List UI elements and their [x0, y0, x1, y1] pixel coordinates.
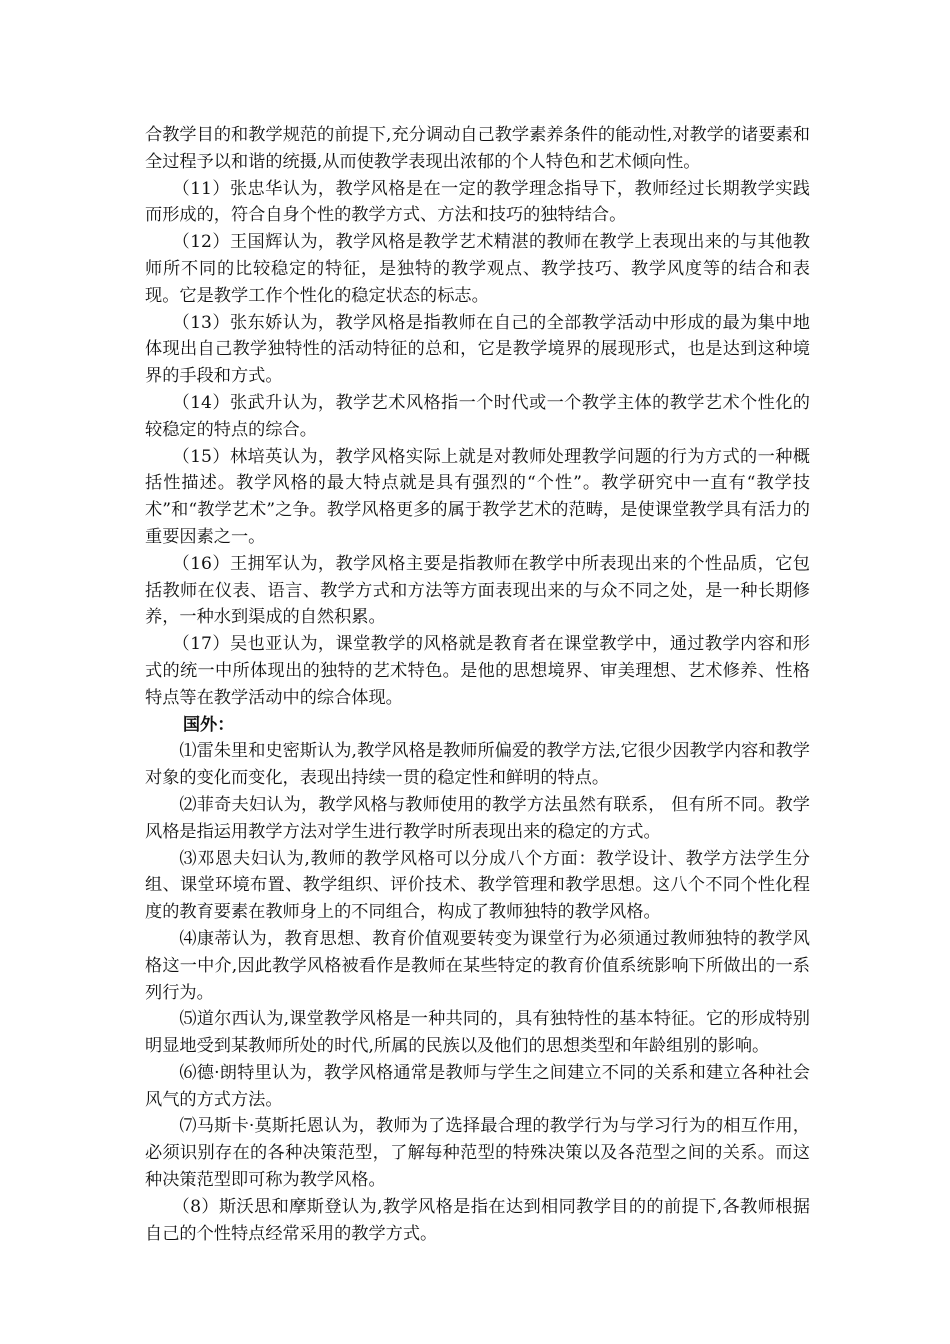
paragraph-16: （16）王拥军认为，教学风格主要是指教师在教学中所表现出来的个性品质，它包括教师在仪表、语言、教学方式和方法等方面表现出来的与众不同之处，是一种长期修养，一种水到渠成的自然积累。	[145, 553, 810, 628]
foreign-paragraph-8: （8）斯沃思和摩斯登认为,教学风格是指在达到相同教学目的的前提下,各教师根据自己的个性特点经常采用的教学方式。	[145, 1196, 810, 1244]
paragraph-continuation: 合教学目的和教学规范的前提下,充分调动自己教学素养条件的能动性,对教学的诸要素和全过程予以和谐的统摄,从而使教学表现出浓郁的个人特色和艺术倾向性。	[145, 125, 810, 172]
paragraph-11: （11）张忠华认为，教学风格是在一定的教学理念指导下，教师经过长期教学实践而形成的，符合自身个性的教学方式、方法和技巧的独特结合。	[145, 178, 810, 226]
foreign-heading: 国外：	[182, 714, 235, 735]
paragraph-17: （17）吴也亚认为，课堂教学的风格就是教育者在课堂教学中，通过教学内容和形式的统一中所体现出的独特的艺术特色。是他的思想境界、审美理想、艺术修养、性格特点等在教学活动中的综合体现。	[145, 634, 810, 708]
foreign-paragraph-3: ⑶邓恩夫妇认为,教师的教学风格可以分成八个方面：教学设计、教学方法学生分组、课堂环境布置、教学组织、评价技术、教学管理和教学思想。这八个不同个性化程度的教育要素在教师身上的不同组合，构成了教师独特的教学风格。	[145, 848, 810, 923]
document-page	[145, 122, 810, 1247]
foreign-paragraph-2: ⑵菲奇夫妇认为，教学风格与教师使用的教学方法虽然有联系， 但有所不同。教学风格是指运用教学方法对学生进行教学时所表现出来的稳定的方式。	[145, 794, 810, 842]
paragraph-14: （14）张武升认为，教学艺术风格指一个时代或一个教学主体的教学艺术个性化的较稳定的特点的综合。	[145, 392, 810, 440]
foreign-paragraph-5: ⑸道尔西认为,课堂教学风格是一种共同的，具有独特性的基本特征。它的形成特别明显地受到某教师所处的时代,所属的民族以及他们的思想类型和年龄组别的影响。	[145, 1009, 810, 1057]
foreign-paragraph-1: ⑴雷朱里和史密斯认为,教学风格是教师所偏爱的教学方法,它很少因教学内容和教学对象的变化而变化，表现出持续一贯的稳定性和鲜明的特点。	[145, 741, 810, 789]
paragraph-15: （15）林培英认为，教学风格实际上就是对教师处理教学问题的行为方式的一种概括性描述。教学风格的最大特点就是具有强烈的“个性”。教学研究中一直有“教学技术”和“教学艺术”之争。教学风格更多的属于教学艺术的范畴，是使课堂教学具有活力的重要因素之一。	[145, 446, 810, 547]
paragraph-12: （12）王国辉认为，教学风格是教学艺术精湛的教师在教学上表现出来的与其他教师所不同的比较稳定的特征，是独特的教学观点、教学技巧、教学风度等的结合和表现。它是教学工作个性化的稳定状态的标志。	[145, 232, 810, 306]
foreign-paragraph-6: ⑹德·朗特里认为，教学风格通常是教师与学生之间建立不同的关系和建立各种社会风气的方式方法。	[145, 1062, 810, 1110]
foreign-paragraph-7: ⑺马斯卡·莫斯托恩认为，教师为了选择最合理的教学行为与学习行为的相互作用，必须识别存在的各种决策范型，了解每种范型的特殊决策以及各范型之间的关系。而这种决策范型即可称为教学风格。	[145, 1116, 810, 1191]
foreign-paragraph-4: ⑷康蒂认为，教育思想、教育价值观要转变为课堂行为必须通过教师独特的教学风格这一中介,因此教学风格被看作是教师在某些特定的教育价值系统影响下所做出的一系列行为。	[145, 928, 810, 1003]
paragraph-13: （13）张东娇认为，教学风格是指教师在自己的全部教学活动中形成的最为集中地体现出自己教学独特性的活动特征的总和，它是教学境界的展现形式，也是达到这种境界的手段和方式。	[145, 312, 810, 387]
